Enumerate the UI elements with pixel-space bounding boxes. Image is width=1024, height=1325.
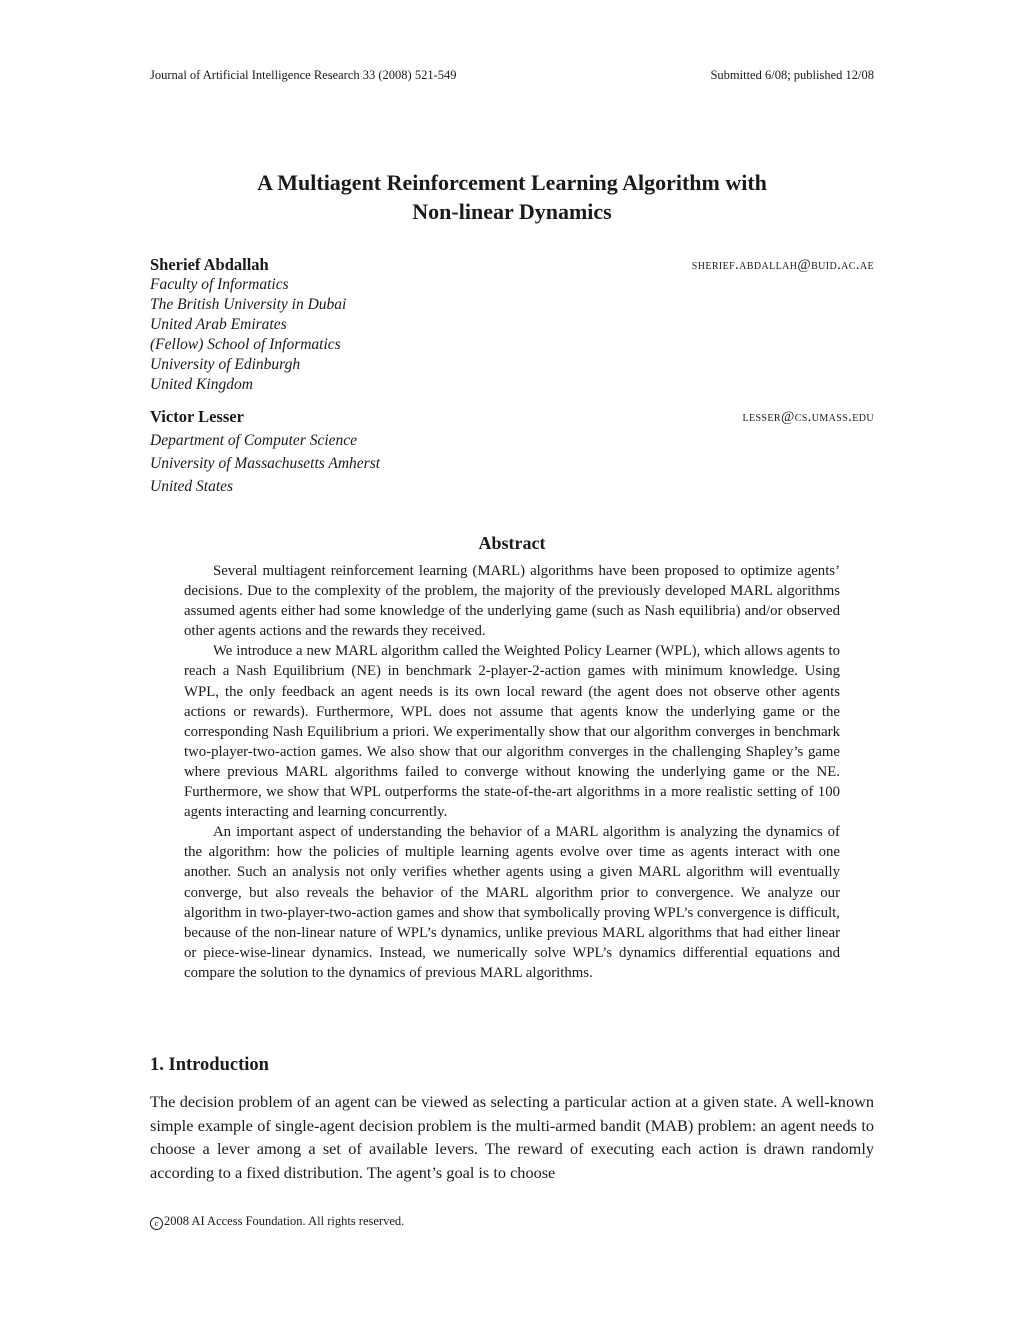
copyright-icon: c: [150, 1217, 163, 1230]
abstract-paragraph: Several multiagent reinforcement learning (MARL) algorithms have been proposed to optimize agents’ decisions. Due to the complexity of the problem, the majority of the previously developed MARL algorithms assumed agents either had some knowledge of the underlying game (such as Nash equilibria) and/or observed other agents actions and the rewards they received.: [184, 563, 840, 640]
introduction-body: [150, 1090, 874, 1184]
author-block: [150, 406, 874, 498]
affiliation-line: United Arab Emirates: [150, 316, 287, 333]
affiliation-line: Faculty of Informatics: [150, 276, 289, 293]
paper-title: [150, 168, 874, 226]
abstract-paragraph: An important aspect of understanding the behavior of a MARL algorithm is analyzing the dynamics of the algorithm: how the policies of multiple learning agents evolve over time as agents interact with one another. Such an analysis not only verifies whether agents using a given MARL algorithm will eventually converge, but also reveals the behavior of the MARL algorithm prior to convergence. We analyze our algorithm in two-player-two-action games and show that symbolically proving WPL’s convergence is difficult, because of the non-linear nature of WPL’s dynamics, unlike previous MARL algorithms that had either linear or piece-wise-linear dynamics. Instead, we numerically solve WPL’s dynamics differential equations and compare the solution to the dynamics of previous MARL algorithms.: [184, 824, 840, 981]
copyright-text: 2008 AI Access Foundation. All rights reserved.: [164, 1214, 405, 1228]
affiliation-line: The British University in Dubai: [150, 296, 347, 313]
author-name: Victor Lesser: [150, 407, 244, 426]
section-heading-introduction: 1. Introduction: [150, 1055, 269, 1075]
affiliation-line: United Kingdom: [150, 376, 253, 393]
journal-citation: Journal of Artificial Intelligence Research 33 (2008) 521-549: [150, 68, 457, 82]
affiliation-line: United States: [150, 478, 234, 495]
affiliation-line: University of Massachusetts Amherst: [150, 455, 381, 472]
abstract-body: [184, 561, 840, 983]
author-email[interactable]: sherief.abdallah@buid.ac.ae: [691, 257, 874, 273]
abstract-paragraph: We introduce a new MARL algorithm called the Weighted Policy Learner (WPL), which allows agents to reach a Nash Equilibrium (NE) in benchmark 2-player-2-action games with minimum knowledge. Using WPL, the only feedback an agent needs is its own local reward (the agent does not observe other agents actions or rewards). Furthermore, WPL does not assume that agents know the underlying game or the corresponding Nash Equilibrium a priori. We experimentally show that our algorithm converges in benchmark two-player-two-action games. We also show that our algorithm converges in the challenging Shapley’s game where previous MARL algorithms failed to converge without knowing the underlying game or the NE. Furthermore, we show that WPL outperforms the state-of-the-art algorithms in a more realistic setting of 100 agents interacting and learning concurrently.: [184, 643, 840, 821]
submission-dates: Submitted 6/08; published 12/08: [710, 68, 874, 82]
affiliation-line: Department of Computer Science: [150, 432, 358, 449]
running-head: [150, 67, 874, 83]
affiliation-line: (Fellow) School of Informatics: [150, 336, 341, 353]
copyright-footer: [150, 1213, 874, 1230]
body-paragraph: The decision problem of an agent can be viewed as selecting a particular action at a given state. A well-known simple example of single-agent decision problem is the multi-armed bandit (MAB) problem: an agent needs to choose a lever among a set of available levers. The reward of executing each action is drawn randomly according to a fixed distribution. The agent’s goal is to choose: [150, 1092, 874, 1182]
author-block: [150, 254, 874, 395]
title-line-2: Non-linear Dynamics: [412, 199, 612, 224]
affiliation-line: University of Edinburgh: [150, 356, 301, 373]
abstract-heading: Abstract: [478, 533, 546, 553]
author-name: Sherief Abdallah: [150, 255, 269, 274]
author-email[interactable]: lesser@cs.umass.edu: [742, 409, 874, 425]
title-line-1: A Multiagent Reinforcement Learning Algorithm with: [257, 170, 767, 195]
